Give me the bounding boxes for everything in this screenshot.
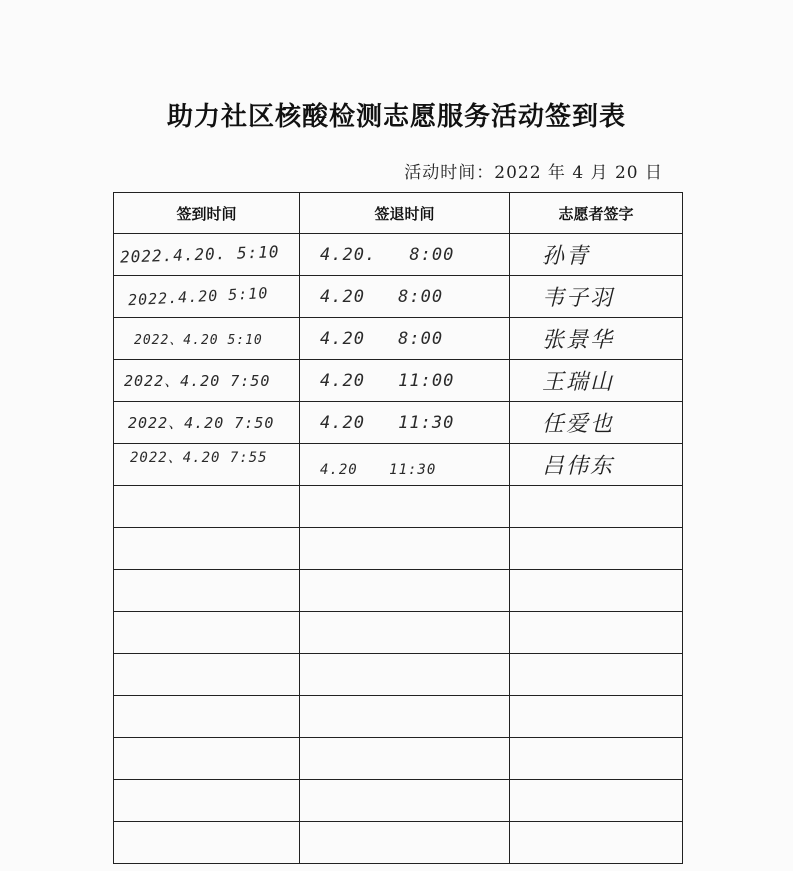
volunteer-signature-text [510,494,542,519]
table-row [114,822,683,864]
volunteer-signature-text [510,662,542,687]
volunteer-signature-text [510,830,542,855]
sign-in-time-text: 2022、4.20 7:50 [124,372,271,390]
sign-out-time-cell [300,570,510,612]
sign-in-time-cell [114,360,300,402]
table-header-row [114,193,683,234]
sign-out-time-cell [300,486,510,528]
sign-in-time-cell [114,570,300,612]
sign-in-time-cell [114,612,300,654]
sign-out-time-text: 4.20 8:00 [320,328,444,349]
volunteer-signature-cell [510,276,683,318]
sign-in-time-cell [114,654,300,696]
sign-out-time-cell [300,402,510,444]
table-body [114,234,683,864]
sign-in-time-cell [114,528,300,570]
sign-in-time-text: 2022、4.20 7:55 [130,449,268,466]
sign-in-time-cell [114,738,300,780]
table-row [114,234,683,276]
sign-in-time-cell [114,234,300,276]
sign-out-time-cell [300,696,510,738]
sign-in-time-text: 2022.4.20. 5:10 [119,242,280,267]
sign-in-time-cell [114,444,300,486]
sign-out-time-text: 4.20 11:30 [320,412,455,433]
sign-out-time-cell [300,822,510,864]
sign-out-time-cell [300,654,510,696]
volunteer-signature-text [510,620,542,645]
table-row [114,528,683,570]
sign-out-time-cell [300,444,510,486]
sign-in-table [113,192,683,864]
volunteer-signature-cell [510,234,683,276]
volunteer-signature-cell [510,444,683,486]
volunteer-signature-text [510,536,542,561]
volunteer-signature-cell [510,654,683,696]
sign-out-time-text: 4.20 11:00 [320,370,455,391]
sign-in-time-cell [114,696,300,738]
volunteer-signature-cell [510,738,683,780]
sign-in-time-cell [114,318,300,360]
volunteer-signature-text: 孙青 [542,244,591,269]
sign-in-time-text: 2022、4.20 5:10 [134,333,263,348]
header-sign-out-time: 签退时间 [300,193,510,234]
table-row [114,276,683,318]
table-row [114,738,683,780]
table-row [114,444,683,486]
volunteer-signature-cell [510,402,683,444]
sign-out-time-cell [300,528,510,570]
sign-out-time-text: 4.20 11:30 [320,462,437,478]
volunteer-signature-cell [510,360,683,402]
sign-out-time-cell [300,612,510,654]
volunteer-signature-text [510,746,542,771]
sign-out-time-cell [300,276,510,318]
volunteer-signature-text: 张景华 [542,328,615,353]
sign-in-time-text: 2022.4.20 5:10 [127,283,269,310]
table-row [114,402,683,444]
sign-out-time-cell [300,738,510,780]
table-row [114,780,683,822]
sign-in-time-text: 2022、4.20 7:50 [128,414,275,432]
volunteer-signature-cell [510,696,683,738]
table-row [114,696,683,738]
header-sign-in-time: 签到时间 [114,193,300,234]
volunteer-signature-text: 韦子羽 [542,286,615,311]
sign-in-time-cell [114,486,300,528]
volunteer-signature-cell [510,486,683,528]
table-row [114,612,683,654]
activity-date: 活动时间：2022 年 4 月 20 日 [404,163,663,183]
sign-in-time-cell [114,402,300,444]
document-title: 助力社区核酸检测志愿服务活动签到表 [166,102,626,132]
sign-in-time-cell [114,276,300,318]
volunteer-signature-text [510,788,542,813]
sign-out-time-cell [300,360,510,402]
sign-in-time-cell [114,780,300,822]
volunteer-signature-text [510,704,542,729]
table-row [114,570,683,612]
volunteer-signature-cell [510,570,683,612]
volunteer-signature-cell [510,612,683,654]
table-row [114,318,683,360]
header-volunteer-signature: 志愿者签字 [510,193,683,234]
volunteer-signature-text: 任爱也 [542,412,615,437]
table-row [114,654,683,696]
volunteer-signature-text: 吕伟东 [542,454,615,479]
table-row [114,486,683,528]
volunteer-signature-cell [510,780,683,822]
volunteer-signature-cell [510,528,683,570]
table-row [114,360,683,402]
sign-out-time-text: 4.20 8:00 [320,286,444,307]
sign-in-time-cell [114,822,300,864]
sign-out-time-cell [300,780,510,822]
sign-out-time-cell [300,318,510,360]
volunteer-signature-text [510,578,542,603]
sign-out-time-text: 4.20. 8:00 [320,244,455,265]
volunteer-signature-cell [510,822,683,864]
volunteer-signature-text: 王瑞山 [542,370,615,395]
volunteer-signature-cell [510,318,683,360]
sign-out-time-cell [300,234,510,276]
